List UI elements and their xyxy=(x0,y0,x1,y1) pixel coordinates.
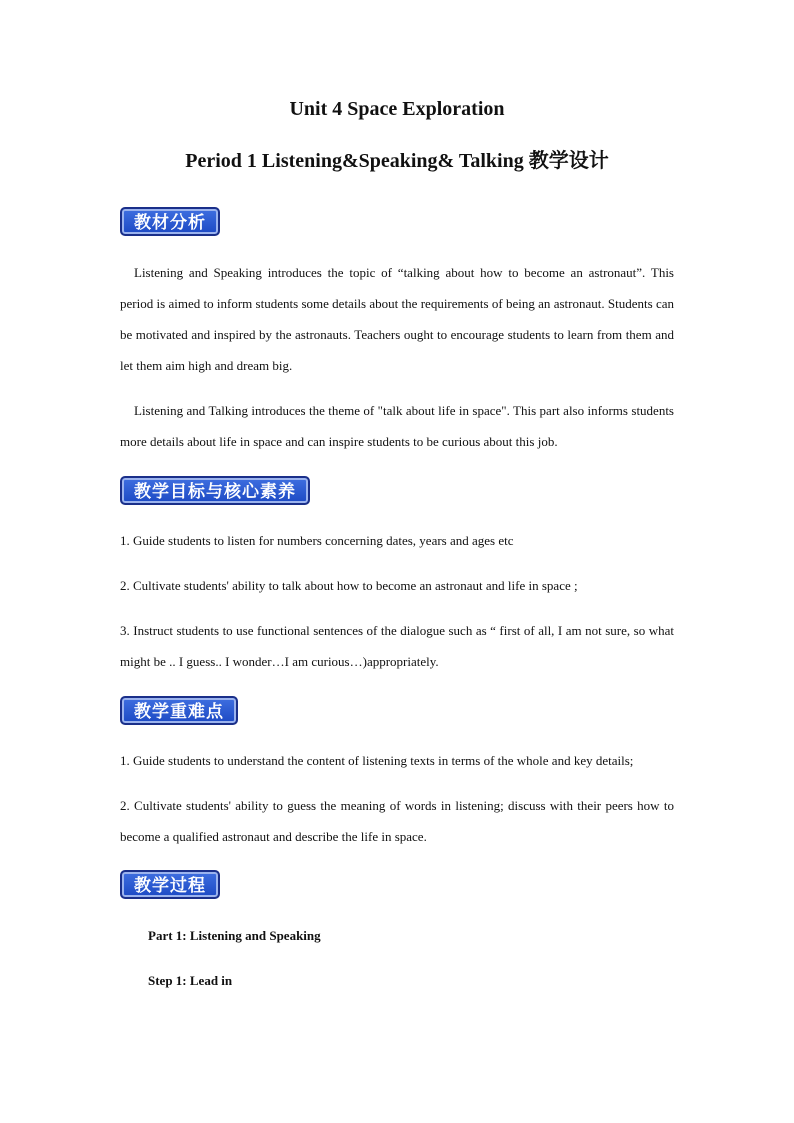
keypoint-item-1: 1. Guide students to understand the content of listening texts in terms of the whole and key details; xyxy=(120,753,634,768)
objective-item-1: 1. Guide students to listen for numbers concerning dates, years and ages etc xyxy=(120,533,514,548)
objective-item-3: 3. Instruct students to use functional sentences of the dialogue such as “ first of all, I am not sure, so what might be .. I guess.. I wonder…I am curious…)appropriately. xyxy=(120,623,674,669)
section-badge-objectives: 教学目标与核心素养 xyxy=(120,476,310,505)
process-part-heading: Part 1: Listening and Speaking xyxy=(148,928,321,943)
section-badge-analysis: 教材分析 xyxy=(120,207,220,236)
analysis-paragraph-2: Listening and Talking introduces the theme of "talk about life in space". This part also informs students more details about life in space and can inspire students to be curious about this job. xyxy=(120,403,674,449)
keypoint-item-2: 2. Cultivate students' ability to guess the meaning of words in listening; discuss with their peers how to become a qualified astronaut and describe the life in space. xyxy=(120,798,674,844)
section-badge-process: 教学过程 xyxy=(120,870,220,899)
analysis-paragraph-1: Listening and Speaking introduces the topic of “talking about how to become an astronaut”. This period is aimed to inform students some details about the requirements of being an astronaut. Students can be motivated and inspired by the astronauts. Teachers ought to encourage students to learn from them and let them aim high and dream big. xyxy=(120,265,674,373)
section-badge-keypoints: 教学重难点 xyxy=(120,696,238,725)
document-subtitle: Period 1 Listening&Speaking& Talking 教学设计 xyxy=(185,150,609,172)
process-step-heading: Step 1: Lead in xyxy=(148,973,233,988)
objective-item-2: 2. Cultivate students' ability to talk about how to become an astronaut and life in space ; xyxy=(120,578,578,593)
document-title: Unit 4 Space Exploration xyxy=(289,98,505,120)
